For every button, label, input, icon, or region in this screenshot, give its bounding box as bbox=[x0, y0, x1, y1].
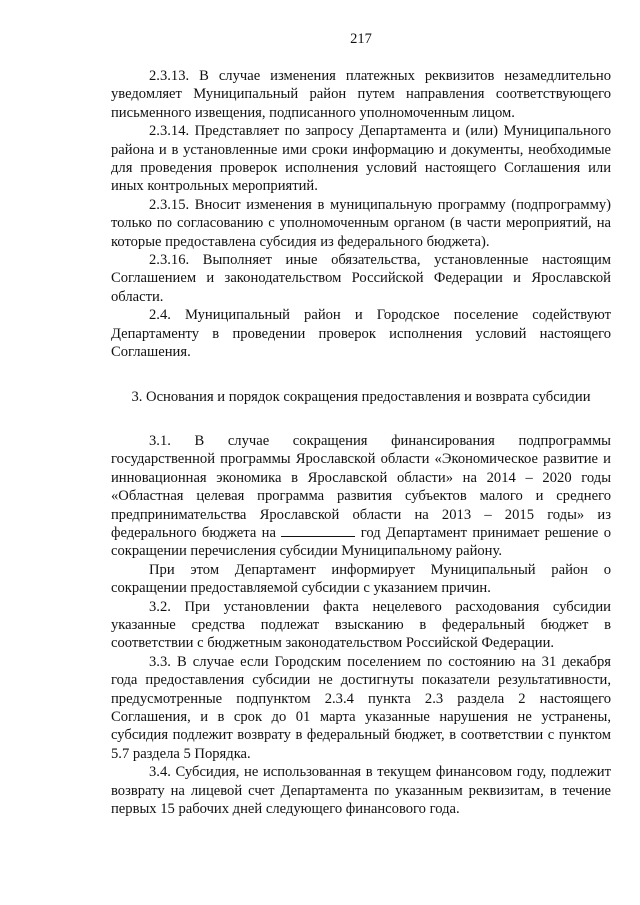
paragraph-3-1 bbox=[111, 432, 611, 561]
paragraph-3-1-note: При этом Департамент информирует Муниципальный район о сокращении предоставляемой субсидии с указанием причин. bbox=[111, 561, 611, 597]
paragraph-3-1-text-after: год Департамент принимает решение о сокращении перечисления субсидии Муниципальному району. bbox=[111, 524, 612, 560]
page-number: 217 bbox=[350, 31, 372, 47]
paragraph-2-3-13: 2.3.13. В случае изменения платежных реквизитов незамедлительно уведомляет Муниципальный район путем направления соответствующего письменного извещения, подписанного уполномоченным лицом. bbox=[111, 68, 611, 121]
paragraph-3-4: 3.4. Субсидия, не использованная в текущем финансовом году, подлежит возврату на лицевой счет Департамента по указанным реквизитам, в течение первых 15 рабочих дней следующего финансового года. bbox=[111, 764, 611, 818]
paragraph-2-3-14: 2.3.14. Представляет по запросу Департамента и (или) Муниципального района и в установленные ими сроки информацию и документы, необходимые для проведения проверок исполнения условий настоящего Соглашения или иных контрольных мероприятий. bbox=[111, 123, 611, 195]
paragraph-2-3-15: 2.3.15. Вносит изменения в муниципальную программу (подпрограмму) только по согласованию с уполномоченным органом (в части мероприятий, на которые предоставлена субсидия из федерального бюджета). bbox=[111, 196, 611, 250]
paragraph-3-3: 3.3. В случае если Городским поселением по состоянию на 31 декабря года предоставления субсидии не достигнуты показатели результативности, предусмотренные подпунктом 2.3.4 пункта 2.3 раздела 2 настоящего Соглашения, и в срок до 01 марта указанные нарушения не устранены, субсидия подлежит возврату в федеральный бюджет, в соответствии с пунктом 5.7 раздела 5 Порядка. bbox=[111, 653, 611, 762]
paragraph-2-4: 2.4. Муниципальный район и Городское поселение содействуют Департаменту в проведении проверок исполнения условий настоящего Соглашения. bbox=[111, 307, 611, 361]
section-heading: 3. Основания и порядок сокращения предоставления и возврата субсидии bbox=[131, 388, 591, 405]
paragraph-2-3-16: 2.3.16. Выполняет иные обязательства, установленные настоящим Соглашением и законодательством Российской Федерации и Ярославской области. bbox=[111, 252, 611, 305]
paragraph-3-2: 3.2. При установлении факта нецелевого расходования субсидии указанные средства подлежат взысканию в федеральный бюджет в соответствии с бюджетным законодательством Российской Федерации. bbox=[111, 598, 611, 652]
blank-line bbox=[281, 524, 355, 537]
paragraph-3-1-text-before: 3.1. В случае сокращения финансирования подпрограммы государственной программы Ярославской области «Экономическое развитие и инновационная экономика в Ярославской области» на 2014 – 2020 годы «Областная целевая программа развития субъектов малого и среднего предпринимательства Ярославской области на 2013 – 2015 годы» из федерального бюджета на bbox=[111, 432, 611, 541]
